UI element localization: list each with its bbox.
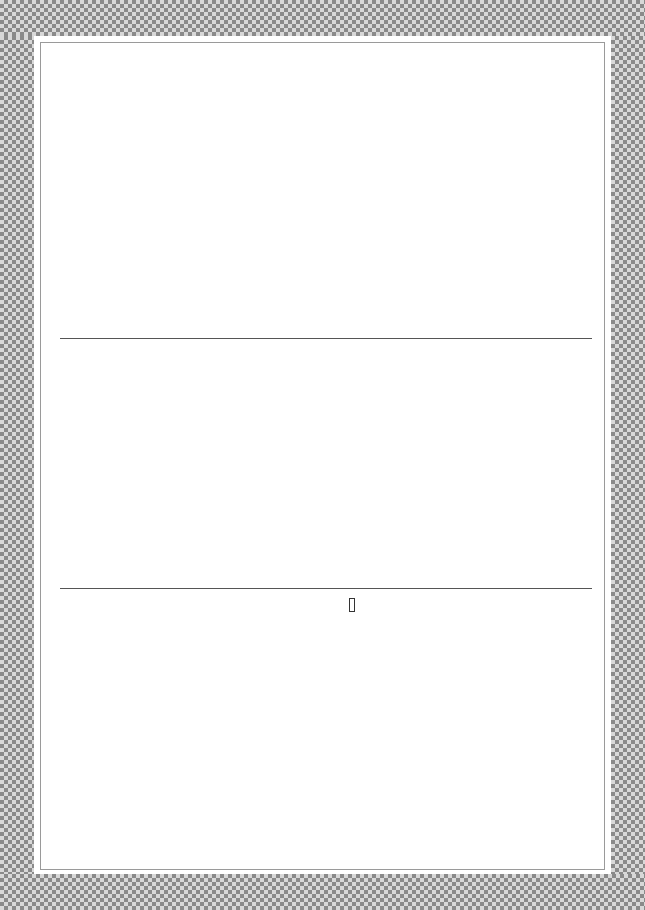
checker-border-bottom — [0, 874, 645, 910]
page-frame — [40, 42, 605, 870]
checker-border-left — [0, 36, 34, 874]
checker-border-right — [611, 36, 645, 874]
section-divider — [60, 588, 592, 589]
section-divider — [60, 338, 592, 339]
checker-border-top — [0, 0, 645, 36]
quiz-title — [349, 598, 355, 612]
